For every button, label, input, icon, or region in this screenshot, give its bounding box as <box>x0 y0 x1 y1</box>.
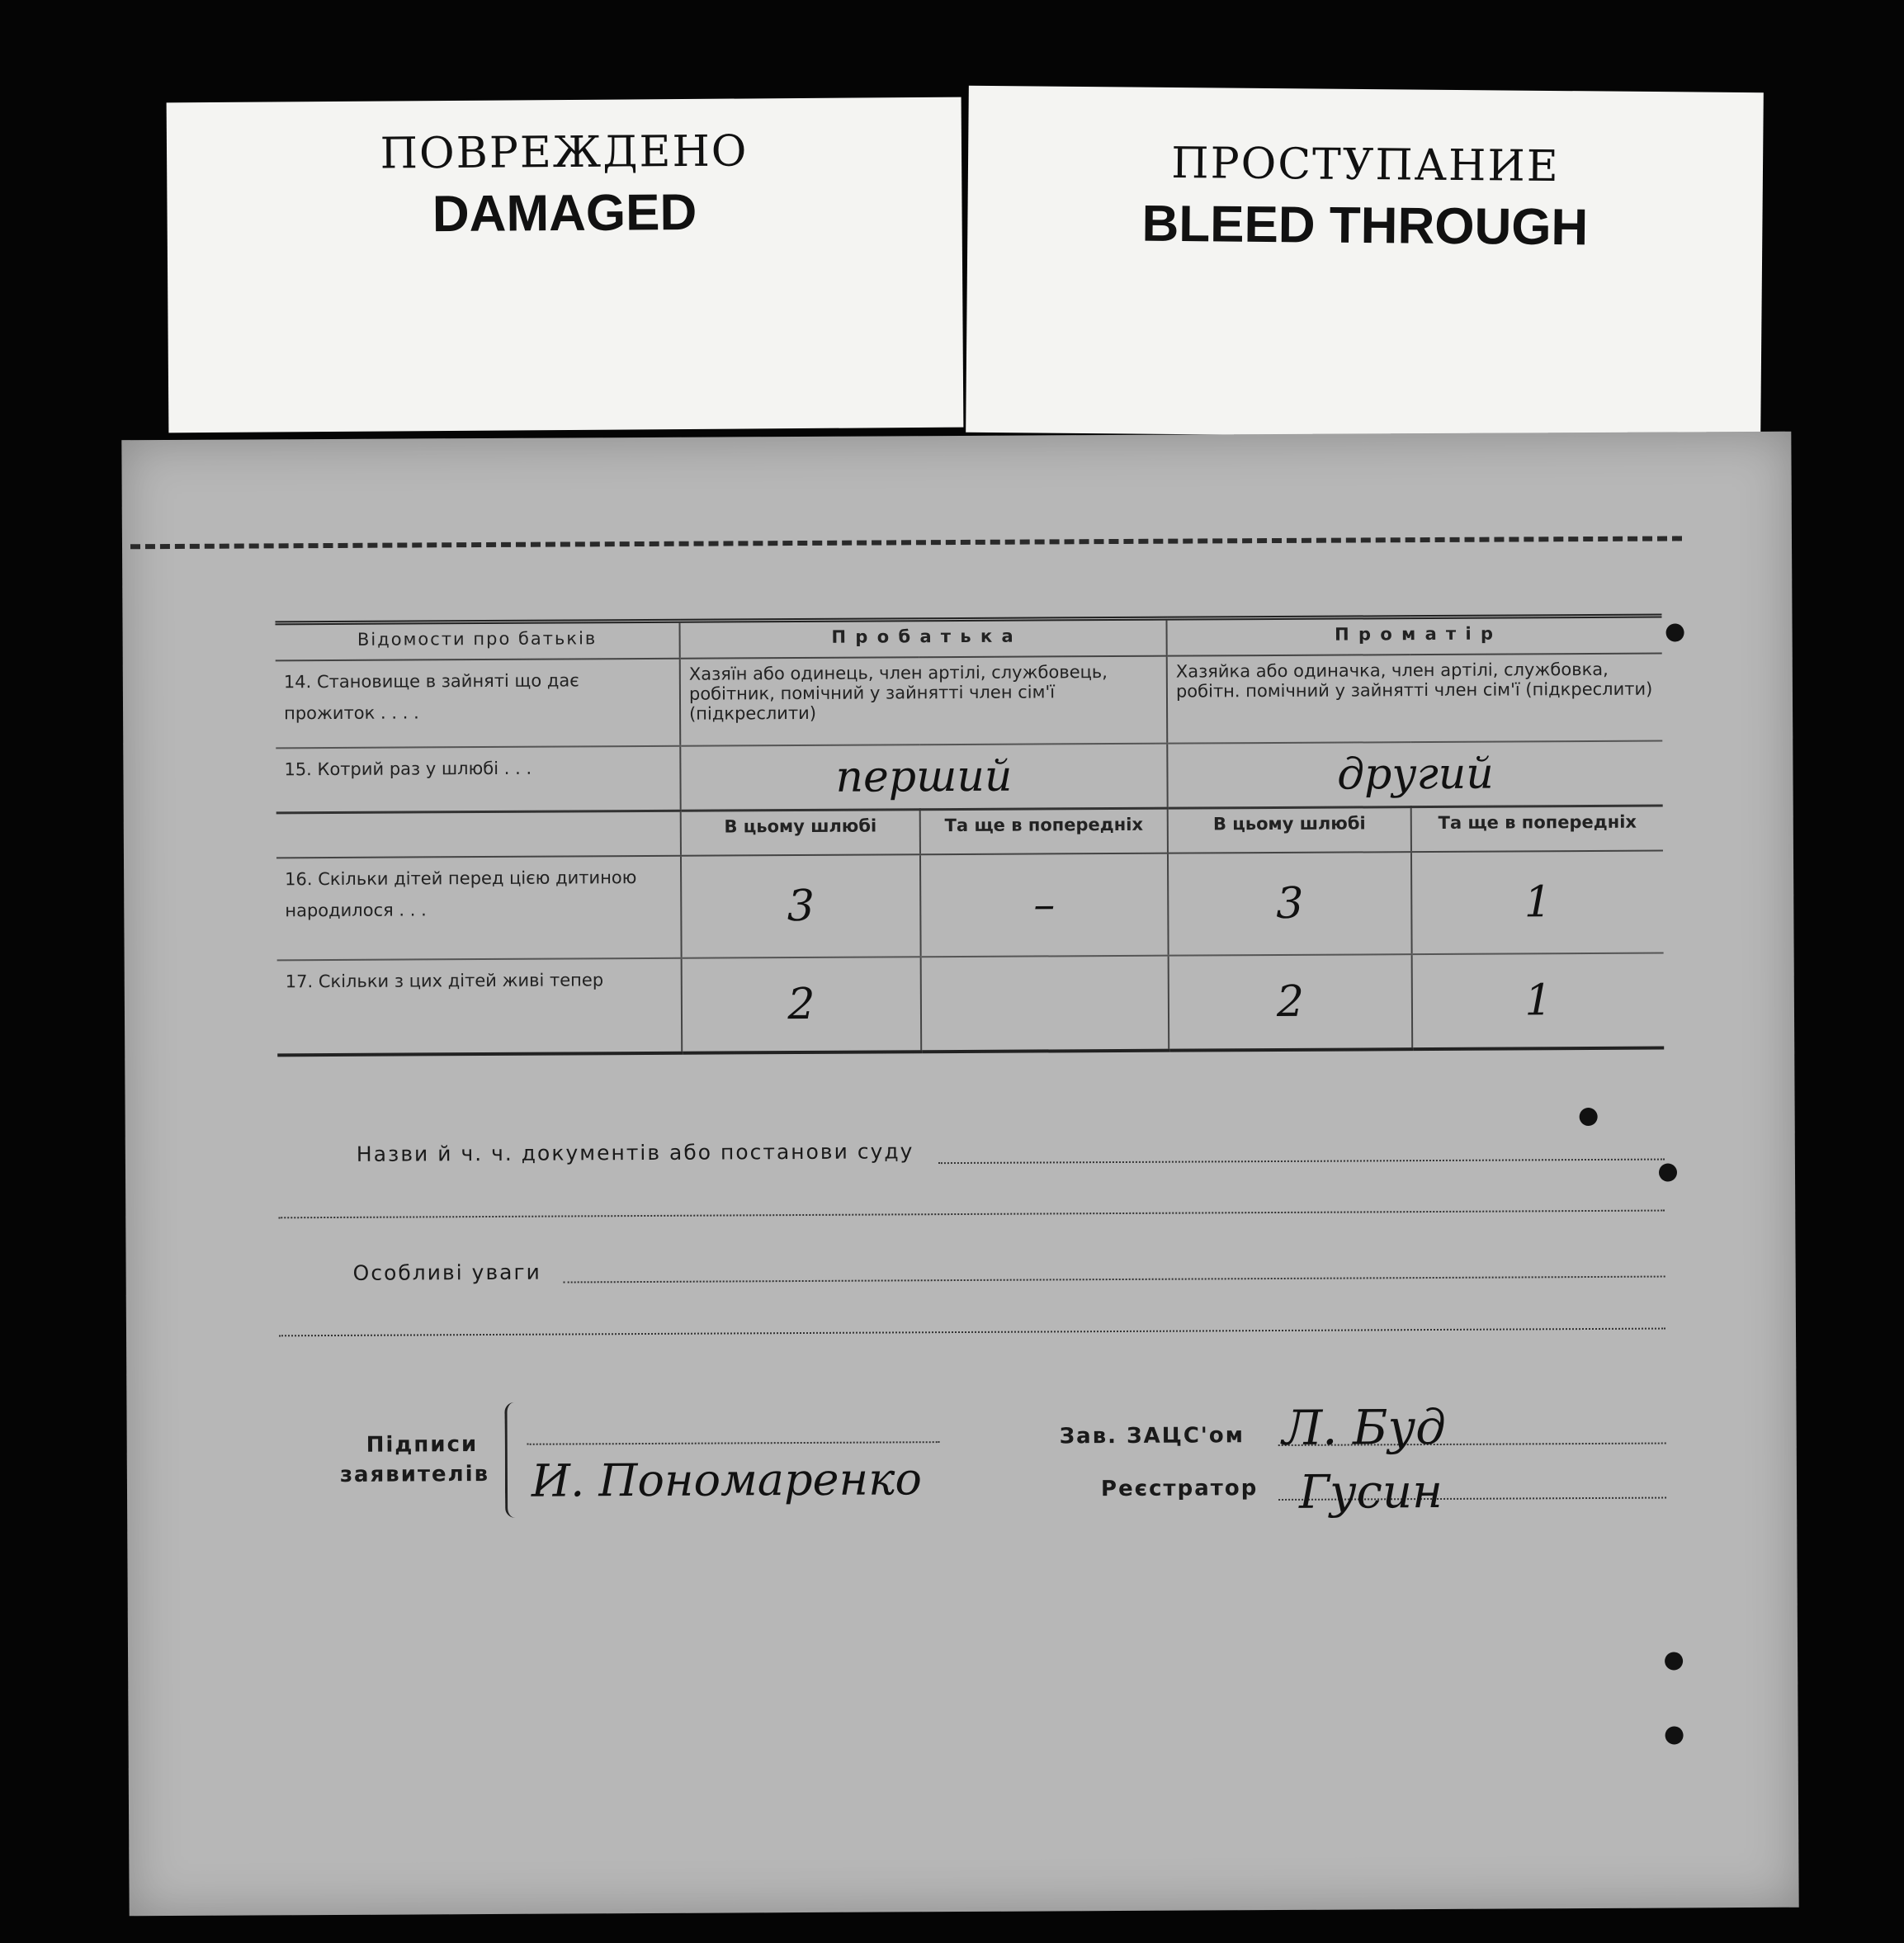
header-mother: П р о м а т і р <box>1166 616 1661 656</box>
row16-father-prev: – <box>920 853 1169 957</box>
applicant-signature: И. Пономаренко <box>531 1453 923 1507</box>
punch-hole <box>1659 1163 1677 1181</box>
subheader-father-this: В цьому шлюбі <box>681 810 920 856</box>
table-row-16 <box>276 851 1664 961</box>
documents-line-2 <box>278 1210 1665 1219</box>
row16-mother-prev: 1 <box>1411 851 1664 955</box>
row15-label: 15. Котрий раз у шлюбі . . . <box>276 746 680 813</box>
bleed-through-label-ru: ПРОСТУПАНИЕ <box>1171 138 1560 192</box>
signatures-brace <box>504 1402 519 1518</box>
punch-hole <box>1666 623 1684 641</box>
row17-label: 17. Скільки з цих дітей живі тепер <box>277 958 683 1056</box>
row16-father-this: 3 <box>681 854 921 958</box>
table-subheader-row <box>276 806 1663 858</box>
row14-mother: Хазяйка або одиначка, член артілі, службовка, робітн. помічний у зайнятті член сім'ї (підкреслити) <box>1167 654 1663 744</box>
notes-line <box>564 1276 1665 1284</box>
row16-mother-this: 3 <box>1168 852 1412 956</box>
row15-father: перший <box>680 744 1167 811</box>
applicant-line-1 <box>527 1441 940 1445</box>
head-registry-label: Зав. ЗАЦС'ом <box>1059 1423 1245 1449</box>
documents-label: Назви й ч. ч. документів або постанови суду <box>356 1139 914 1166</box>
registrar-signature: Гусин <box>1298 1464 1443 1520</box>
subheader-mother-this: В цьому шлюбі <box>1168 807 1411 853</box>
perforation-line <box>130 536 1682 549</box>
subheader-empty <box>276 811 681 858</box>
row17-father-this: 2 <box>682 957 922 1053</box>
punch-hole <box>1580 1108 1598 1126</box>
header-parents-info: Відомости про батьків <box>275 621 679 660</box>
form-sheet <box>121 432 1798 1917</box>
head-registry-signature: Л. Буд <box>1282 1398 1447 1456</box>
row14-label: 14. Становище в зайняті що дає прожиток . . . . <box>276 659 681 749</box>
punch-hole <box>1665 1652 1683 1670</box>
damaged-label-en: DAMAGED <box>432 183 697 243</box>
damaged-label-card <box>167 97 964 433</box>
registrar-label: Реєстратор <box>1100 1476 1259 1502</box>
notes-label: Особливі уваги <box>352 1260 541 1285</box>
row14-father: Хазяїн або одинець, член артілі, службовець, робітник, помічний у зайнятті член сім'ї (підкреслити) <box>680 656 1168 746</box>
signatures-label-1: Підписи <box>366 1432 479 1458</box>
row17-mother-prev: 1 <box>1412 953 1665 1050</box>
subheader-father-prev: Та ще в попередніх <box>920 808 1168 854</box>
row17-father-prev <box>921 956 1169 1052</box>
table-row-15 <box>276 741 1662 813</box>
bleed-through-label-card <box>966 86 1764 439</box>
signatures-label-2: заявителів <box>339 1461 490 1487</box>
punch-hole <box>1665 1726 1684 1744</box>
subheader-mother-prev: Та ще в попередніх <box>1411 806 1663 852</box>
table-row-17 <box>277 953 1665 1056</box>
damaged-label-ru: ПОВРЕЖДЕНО <box>380 126 749 179</box>
row16-label: 16. Скільки дітей перед цією дитиною народилося . . . <box>276 856 682 961</box>
notes-line-2 <box>279 1328 1665 1337</box>
parents-table <box>275 614 1664 1057</box>
table-row-14 <box>276 654 1663 749</box>
bleed-through-label-en: BLEED THROUGH <box>1141 195 1589 257</box>
row17-mother-this: 2 <box>1169 954 1413 1051</box>
documents-line <box>938 1159 1665 1165</box>
header-father: П р о б а т ь к а <box>679 618 1166 659</box>
row15-mother: другий <box>1167 741 1662 809</box>
